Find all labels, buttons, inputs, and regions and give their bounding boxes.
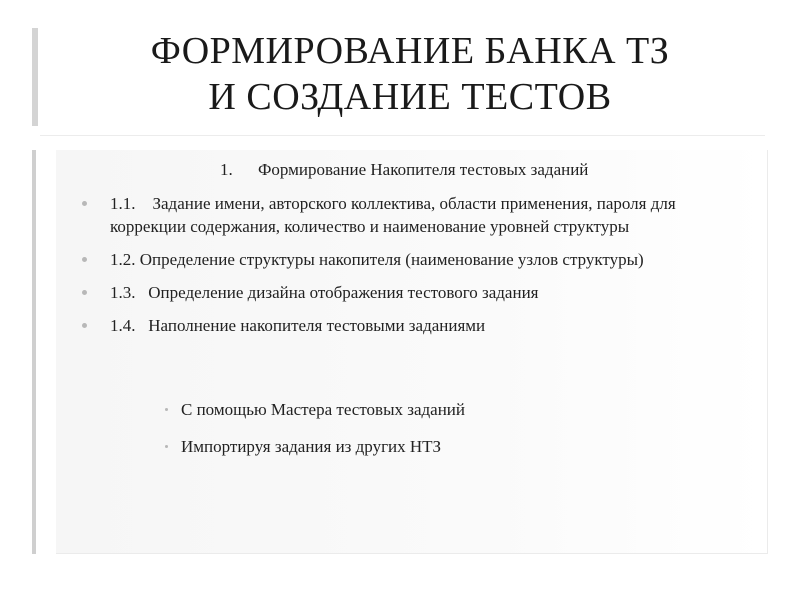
title-line-1: ФОРМИРОВАНИЕ БАНКА ТЗ xyxy=(150,30,670,72)
title-line-2: И СОЗДАНИЕ ТЕСТОВ xyxy=(208,76,612,118)
bullet-icon xyxy=(82,290,87,295)
title-divider xyxy=(40,135,765,136)
sub-bullet-icon xyxy=(165,408,168,411)
numbered-heading xyxy=(220,160,588,180)
list-item-text: 1.2. Определение структуры накопителя (наименование узлов структуры) xyxy=(110,250,644,269)
title-accent-bar xyxy=(32,28,38,126)
sub-list-item-text: Импортируя задания из других НТЗ xyxy=(181,437,442,456)
numbered-heading-text: Формирование Накопителя тестовых заданий xyxy=(258,160,589,179)
list-item xyxy=(82,248,752,271)
numbered-heading-number: 1. xyxy=(220,160,233,179)
sub-bullet-icon xyxy=(165,445,168,448)
list-item-text: 1.3. Определение дизайна отображения тестового задания xyxy=(110,283,539,302)
list-item-text: 1.1. Задание имени, авторского коллектива, области применения, пароля для коррекции содержания, количество и наименование уровней структуры xyxy=(110,194,680,236)
list-item-text: 1.4. Наполнение накопителя тестовыми заданиями xyxy=(110,316,486,335)
slide-title xyxy=(60,28,760,120)
sub-list-item xyxy=(165,398,725,421)
bullet-icon xyxy=(82,201,87,206)
list-item xyxy=(82,192,752,238)
sub-list-item xyxy=(165,435,725,458)
sub-list-item-text: С помощью Мастера тестовых заданий xyxy=(181,400,465,419)
sub-bullet-list xyxy=(165,398,725,472)
bullet-list xyxy=(82,192,752,347)
list-item xyxy=(82,281,752,304)
content-accent-bar xyxy=(32,150,36,554)
bullet-icon xyxy=(82,257,87,262)
list-item xyxy=(82,314,752,337)
bullet-icon xyxy=(82,323,87,328)
